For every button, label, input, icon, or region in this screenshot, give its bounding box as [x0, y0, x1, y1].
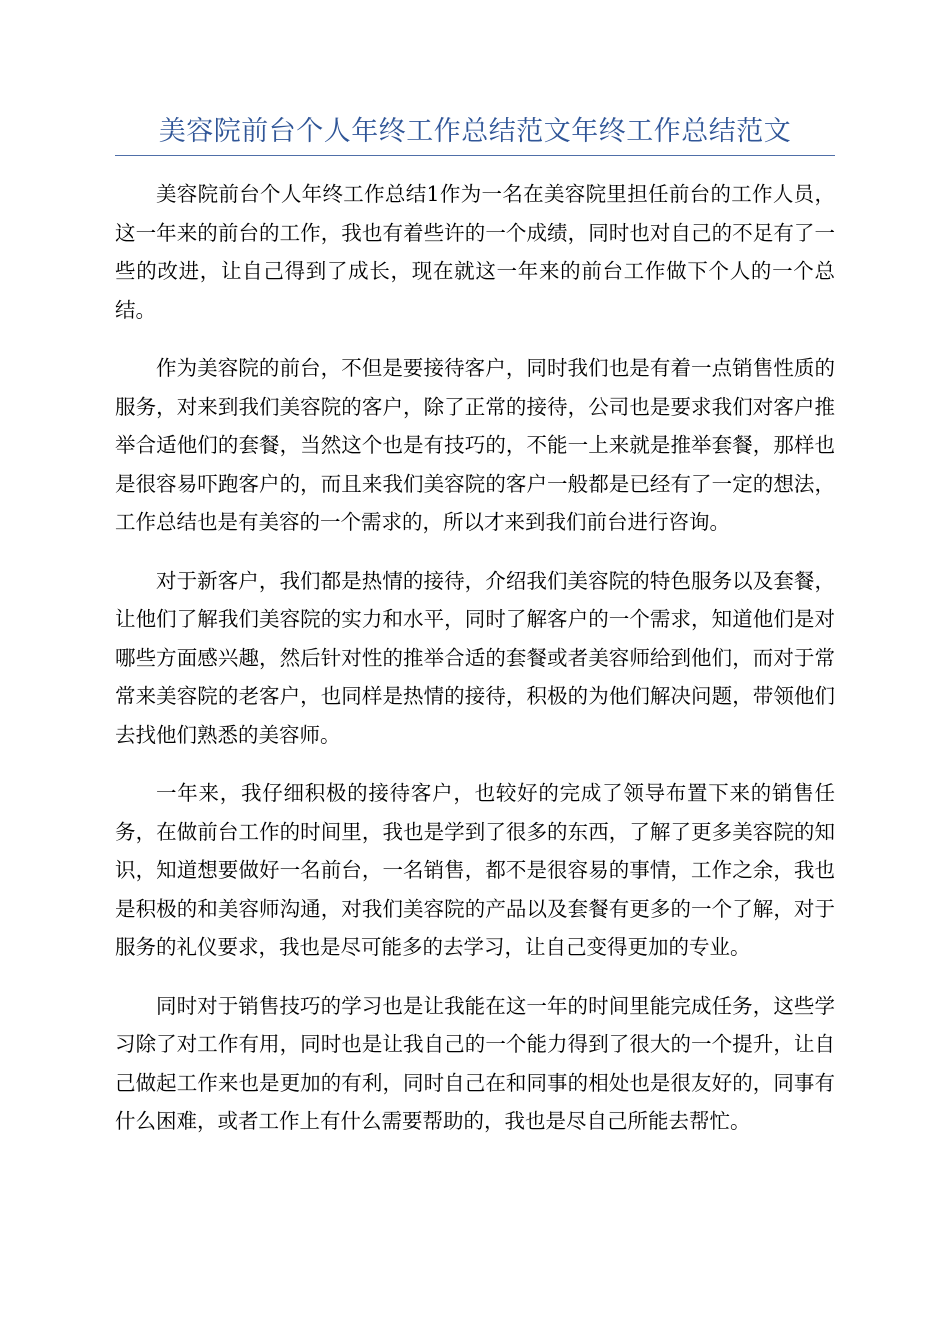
paragraph-4: 一年来，我仔细积极的接待客户，也较好的完成了领导布置下来的销售任务，在做前台工作的时间里，我也是学到了很多的东西，了解了更多美容院的知识，知道想要做好一名前台，一名销售，都不是很容易的事情，工作之余，我也是积极的和美容师沟通，对我们美容院的产品以及套餐有更多的一个了解，对于服务的礼仪要求，我也是尽可能多的去学习，让自己变得更加的专业。 [115, 781, 835, 959]
paragraph-2: 作为美容院的前台，不但是要接待客户，同时我们也是有着一点销售性质的服务，对来到我们美容院的客户，除了正常的接待，公司也是要求我们对客户推举合适他们的套餐，当然这个也是有技巧的，不能一上来就是推举套餐，那样也是很容易吓跑客户的，而且来我们美容院的客户一般都是已经有了一定的想法，工作总结也是有美容的一个需求的，所以才来到我们前台进行咨询。 [115, 356, 835, 534]
title-underline [115, 155, 835, 156]
document-title: 美容院前台个人年终工作总结范文年终工作总结范文 [158, 116, 792, 147]
paragraph-5: 同时对于销售技巧的学习也是让我能在这一年的时间里能完成任务，这些学习除了对工作有用，同时也是让我自己的一个能力得到了很大的一个提升，让自己做起工作来也是更加的有利，同时自己在和同事的相处也是很友好的，同事有什么困难，或者工作上有什么需要帮助的，我也是尽自己所能去帮忙。 [115, 993, 835, 1133]
paragraph-1: 美容院前台个人年终工作总结1作为一名在美容院里担任前台的工作人员，这一年来的前台的工作，我也有着些许的一个成绩，同时也对自己的不足有了一些的改进，让自己得到了成长，现在就这一年来的前台工作做下个人的一个总结。 [115, 182, 835, 322]
title-block [115, 112, 835, 152]
document-body [115, 175, 835, 1161]
paragraph-3: 对于新客户，我们都是热情的接待，介绍我们美容院的特色服务以及套餐，让他们了解我们美容院的实力和水平，同时了解客户的一个需求，知道他们是对哪些方面感兴趣，然后针对性的推举合适的套餐或者美容师给到他们，而对于常常来美容院的老客户，也同样是热情的接待，积极的为他们解决问题，带领他们去找他们熟悉的美容师。 [115, 568, 835, 747]
